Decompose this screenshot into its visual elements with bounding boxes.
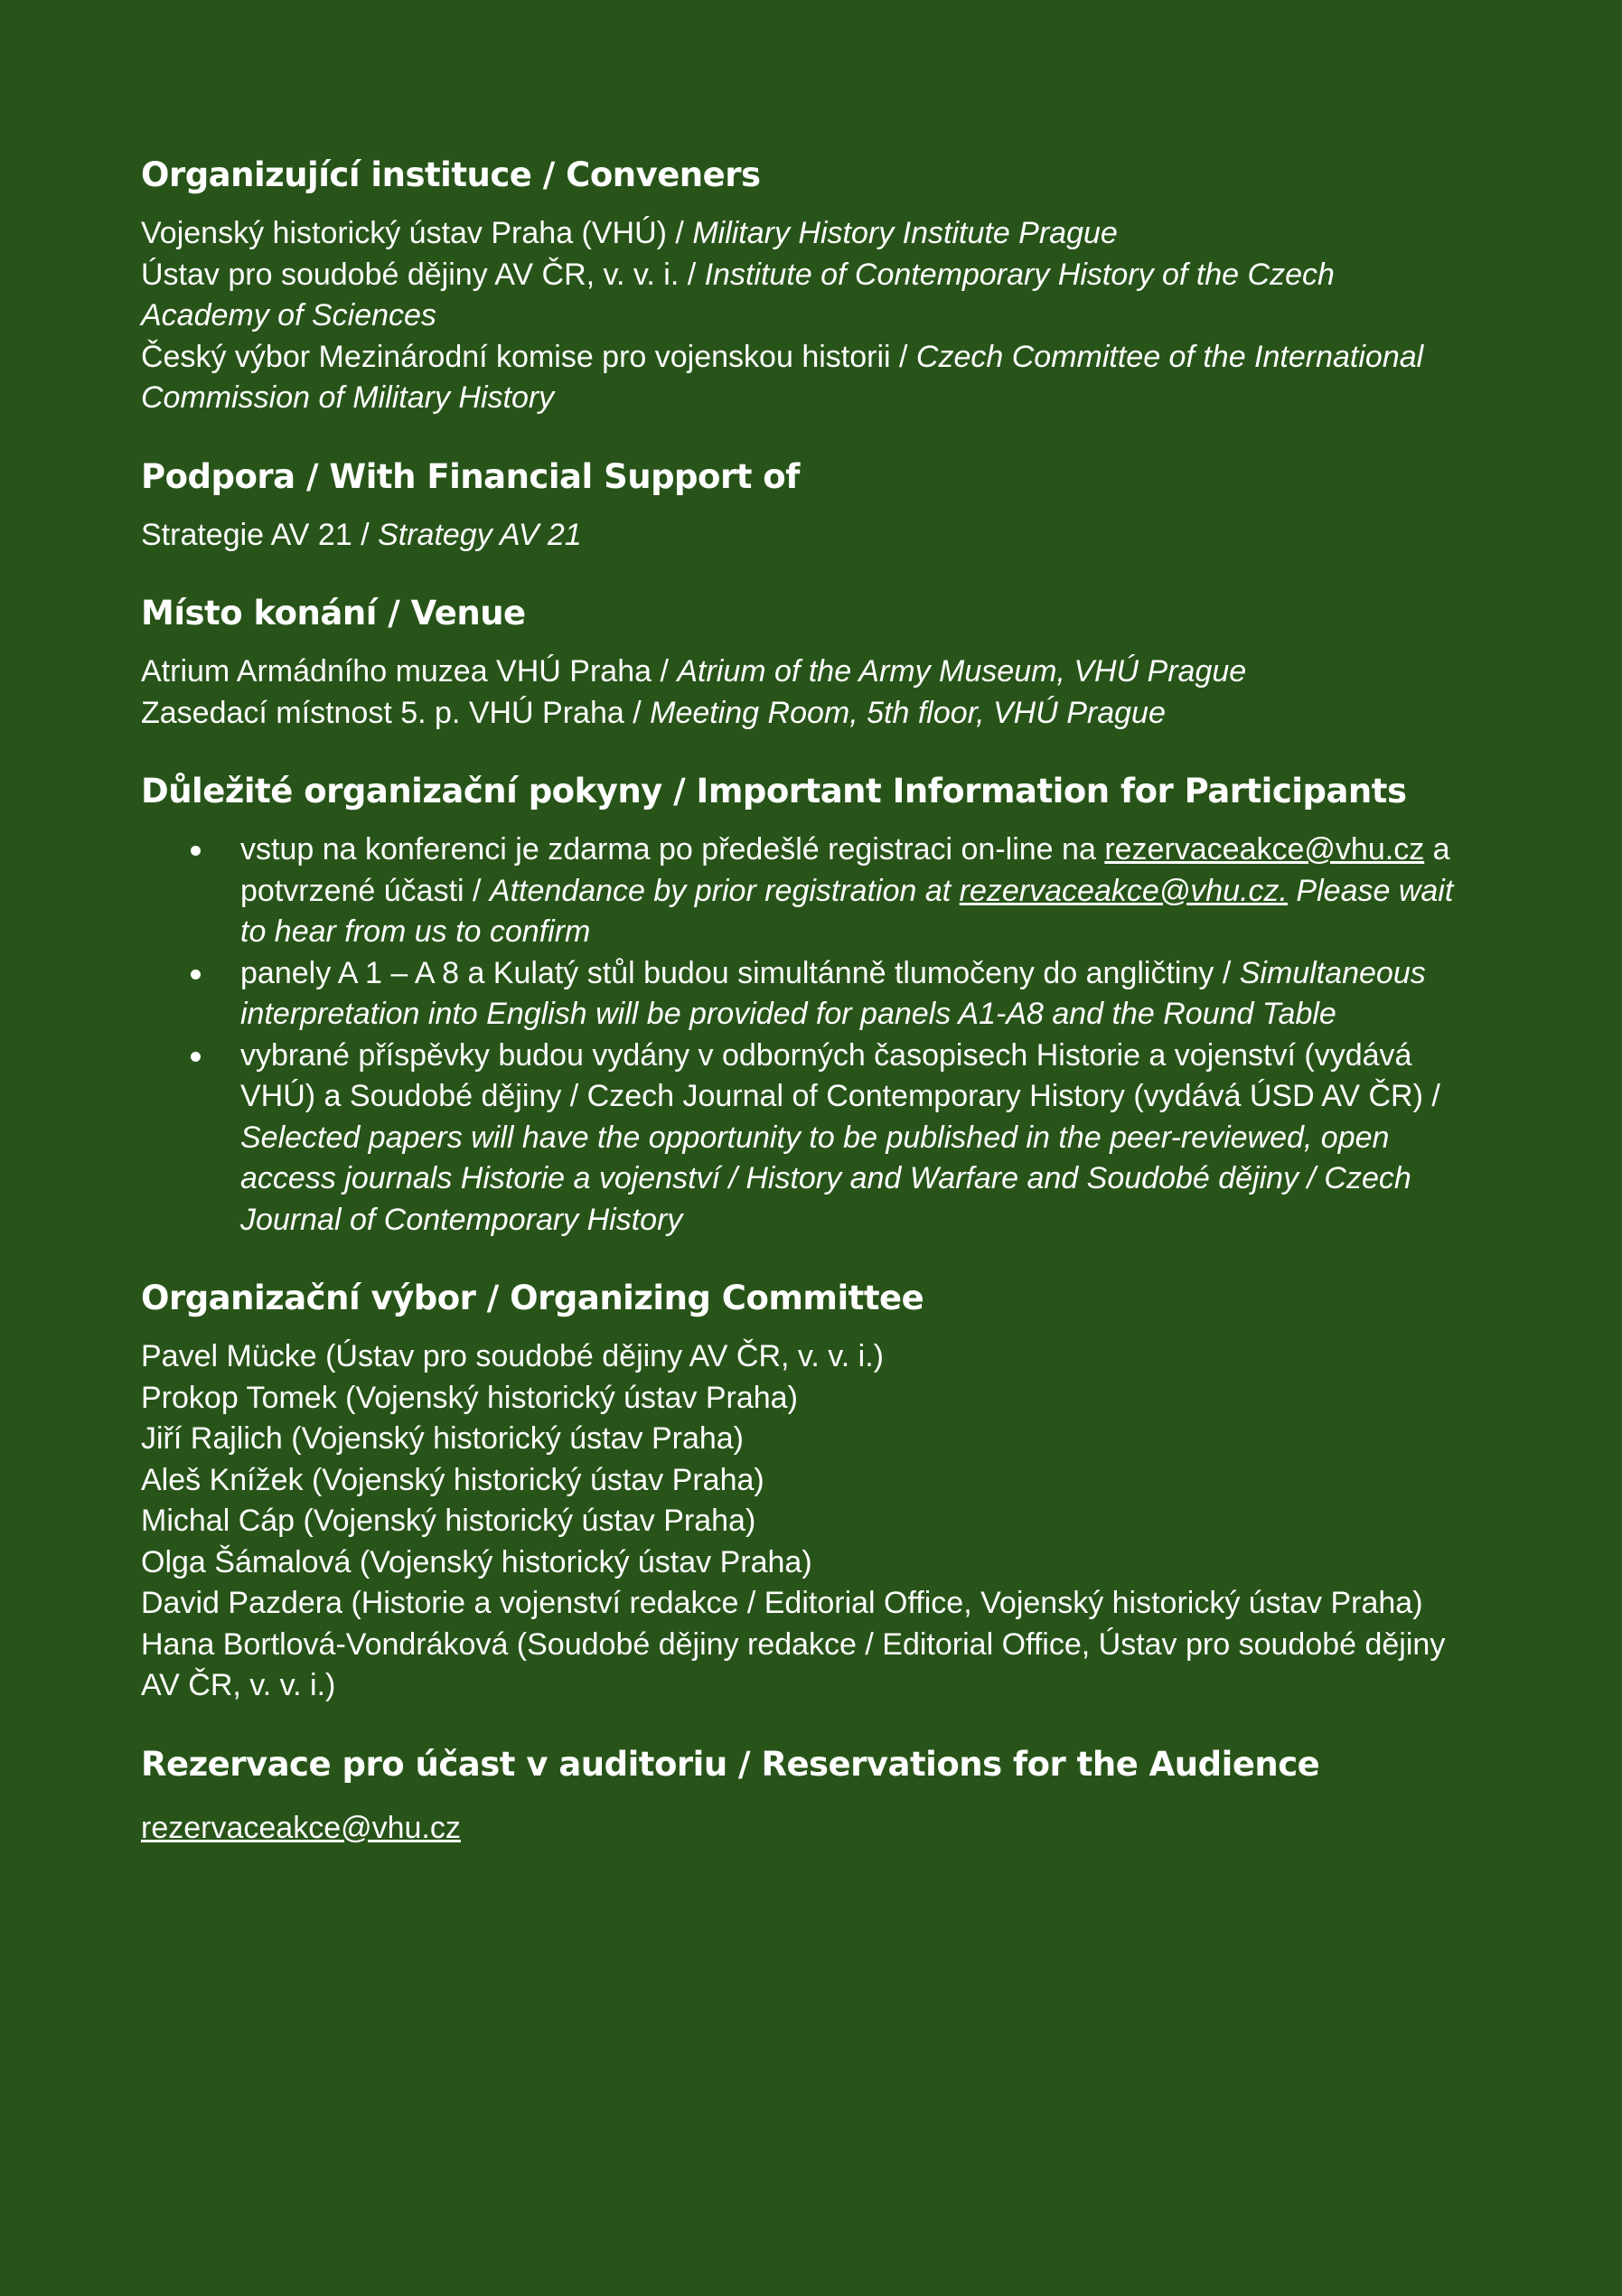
info-text-en: Selected papers will have the opportunity to be published in the peer-reviewed, open access journals Historie a vojenství / History and Warfare and Soudobé dějiny / Czech Journal of Contemporary History (240, 1120, 1411, 1237)
venue-item (141, 651, 1469, 693)
convener-name-en: Military History Institute Prague (692, 216, 1118, 250)
info-text-en-part: Please wait to hear from us to confirm (240, 873, 1454, 949)
info-text-en-part: Attendance by prior registration at (489, 873, 960, 908)
reservations-email-link[interactable]: rezervaceakce@vhu.cz (141, 1810, 461, 1845)
document-page (141, 154, 1469, 1885)
committee-section (141, 1277, 1469, 1707)
registration-email-link-en[interactable]: rezervaceakce@vhu.cz. (959, 873, 1288, 908)
convener-name-en: Institute of Contemporary History of the Czech Academy of Sciences (141, 257, 1335, 333)
support-heading: Podpora / With Financial Support of (141, 456, 800, 496)
convener-name-cz: Český výbor Mezinárodní komise pro vojenskou historii / (141, 339, 916, 374)
committee-member: Pavel Mücke (Ústav pro soudobé dějiny AV ČR, v. v. i.) (141, 1339, 884, 1373)
support-name-en: Strategy AV 21 (378, 517, 582, 552)
venue-name-en: Meeting Room, 5th floor, VHÚ Prague (650, 695, 1166, 730)
reservations-heading: Rezervace pro účast v auditoriu / Reservations for the Audience (141, 1744, 1320, 1784)
venue-name-cz: Zasedací místnost 5. p. VHÚ Praha / (141, 695, 651, 730)
info-text: panely A 1 – A 8 a Kulatý stůl budou simultánně tlumočeny do angličtiny / (240, 955, 1240, 990)
info-text: vybrané příspěvky budou vydány v odborných časopisech Historie a vojenství (vydává VHÚ) a Soudobé dějiny / Czech Journal of Contemporary History (vydává ÚSD AV ČR) / (240, 1037, 1440, 1113)
info-text-en: Simultaneous interpretation into English will be provided for panels A1-A8 and the Round Table (240, 955, 1426, 1031)
support-section (141, 455, 1469, 557)
convener-name-cz: Vojenský historický ústav Praha (VHÚ) / (141, 216, 693, 250)
convener-name-en: Czech Committee of the International Commission of Military History (141, 339, 1424, 415)
info-text: a potvrzené účasti / (240, 832, 1450, 908)
bullet-icon (191, 970, 201, 979)
committee-member: Hana Bortlová-Vondráková (Soudobé dějiny redakce / Editorial Office, Ústav pro soudobé dějiny AV ČR, v. v. i.) (141, 1626, 1446, 1702)
convener-item (141, 255, 1469, 337)
committee-member: Olga Šámalová (Vojenský historický ústav Praha) (141, 1544, 812, 1579)
venue-list (141, 651, 1469, 734)
support-name-cz: Strategie AV 21 / (141, 517, 379, 552)
committee-member: Michal Cáp (Vojenský historický ústav Praha) (141, 1504, 756, 1538)
info-heading: Důležité organizační pokyny / Important Information for Participants (141, 772, 1407, 811)
reservations-email-row (141, 1808, 1469, 1850)
conveners-section (141, 154, 1469, 419)
info-text: vstup na konferenci je zdarma po předešlé registraci on-line na (240, 832, 1105, 867)
venue-name-cz: Atrium Armádního muzea VHÚ Praha / (141, 654, 678, 689)
convener-item (141, 213, 1469, 255)
committee-member: David Pazdera (Historie a vojenství redakce / Editorial Office, Vojenský historický ústav Praha) (141, 1586, 1423, 1620)
reservations-section (141, 1743, 1469, 1850)
info-list (141, 829, 1469, 1241)
venue-section (141, 592, 1469, 734)
support-text (141, 515, 1469, 557)
convener-name-cz: Ústav pro soudobé dějiny AV ČR, v. v. i. / (141, 257, 705, 292)
committee-member: Prokop Tomek (Vojenský historický ústav Praha) (141, 1380, 798, 1415)
committee-heading: Organizační výbor / Organizing Committee (141, 1279, 924, 1317)
registration-email-link[interactable]: rezervaceakce@vhu.cz (1104, 832, 1425, 867)
info-list-item (141, 953, 1469, 1036)
info-list-item (141, 829, 1469, 953)
info-section (141, 770, 1469, 1241)
conveners-list (141, 213, 1469, 419)
committee-member: Aleš Knížek (Vojenský historický ústav Praha) (141, 1462, 764, 1497)
convener-item (141, 337, 1469, 419)
venue-heading: Místo konání / Venue (141, 594, 526, 633)
venue-item (141, 693, 1469, 735)
info-list-item (141, 1036, 1469, 1242)
venue-name-en: Atrium of the Army Museum, VHÚ Prague (677, 654, 1247, 689)
committee-member: Jiří Rajlich (Vojenský historický ústav Praha) (141, 1421, 745, 1456)
bullet-icon (191, 846, 201, 856)
committee-list (141, 1336, 1469, 1707)
conveners-heading: Organizující instituce / Conveners (141, 155, 761, 194)
bullet-icon (191, 1052, 201, 1062)
